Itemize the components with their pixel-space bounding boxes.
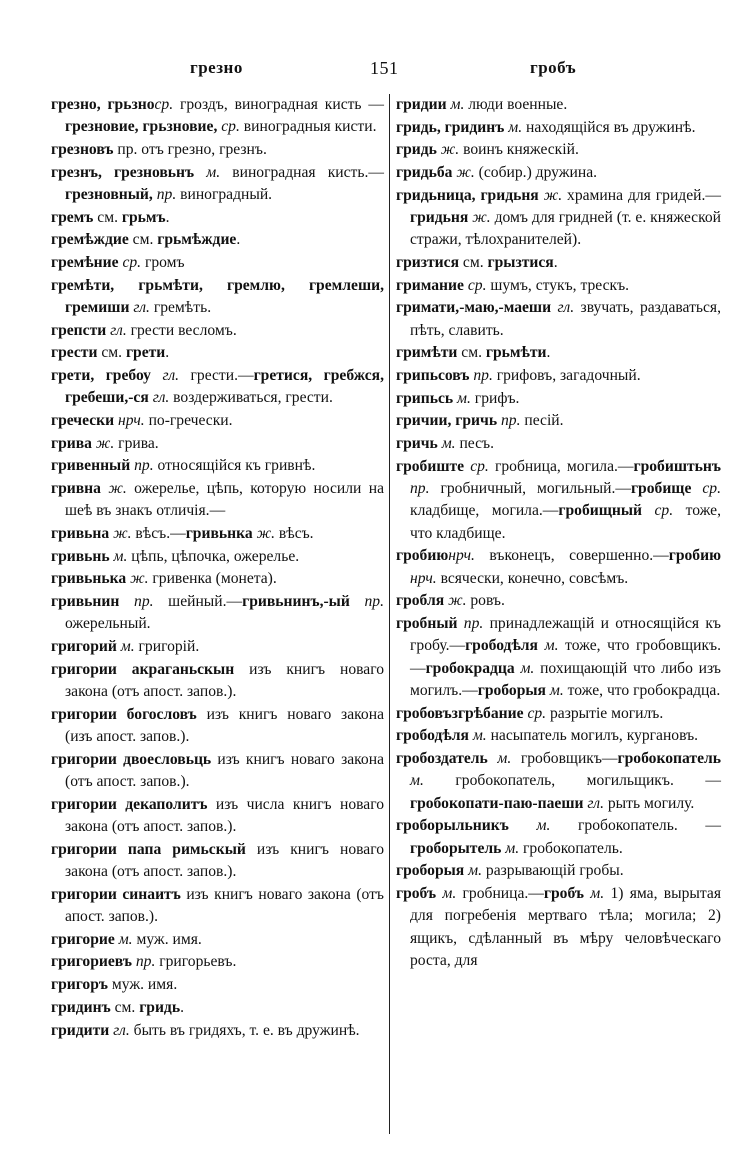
dictionary-entry: гробоздатель м. гробовщикъ—гробокопатель м. гробокопатель, могильщикъ. — гробокопати-паю-паеши гл. рыть могилу. bbox=[396, 750, 721, 812]
page-header bbox=[0, 58, 747, 84]
dictionary-entry: григории папа римьскый изъ книгъ новаго закона (отъ апост. запов.). bbox=[51, 840, 384, 881]
dictionary-entry: грипьсь м. грифъ. bbox=[396, 389, 520, 407]
dictionary-entry: грести см. грети. bbox=[51, 344, 170, 362]
header-right-headword: гробъ bbox=[530, 58, 577, 77]
dictionary-entry: грободѣля м. насыпатель могилъ, кургановъ. bbox=[396, 727, 699, 745]
dictionary-entry: гробиюнрч. въконецъ, совершенно.—гробию нрч. всячески, конечно, совсѣмъ. bbox=[396, 547, 721, 587]
dictionary-entry: гризтися см. грызтися. bbox=[396, 254, 558, 272]
dictionary-entry: григорие м. муж. имя. bbox=[51, 930, 202, 948]
dictionary-entry: гримѣти см. грьмѣти. bbox=[396, 344, 551, 362]
dictionary-entry: грезновъ пр. отъ грезно, грезнъ. bbox=[51, 140, 267, 158]
dictionary-entry: гридьба ж. (собир.) дружина. bbox=[396, 164, 598, 182]
dictionary-entry: гривьнька ж. гривенка (монета). bbox=[51, 570, 277, 588]
dictionary-entry: григориевъ пр. григорьевъ. bbox=[51, 953, 237, 971]
dictionary-entry: грипьсовъ пр. грифовъ, загадочный. bbox=[396, 367, 641, 385]
dictionary-entry: гридь, гридинъ м. находящійся въ дружинѣ. bbox=[396, 118, 696, 136]
dictionary-entry: гричии, гричь пр. песій. bbox=[396, 412, 564, 430]
dictionary-entry: гридинъ см. гридь. bbox=[51, 998, 184, 1016]
dictionary-entry: гремѣти, грьмѣти, гремлю, гремлеши, гремиши гл. гремѣть. bbox=[51, 276, 384, 317]
dictionary-entry: грети, гребоу гл. грести.—гретися, гребжся, гребеши,-ся гл. воздерживаться, грести. bbox=[51, 367, 385, 407]
header-left-headword: грезно bbox=[190, 58, 243, 77]
dictionary-entry: гробовъзгрѣбание ср. разрытіе могилъ. bbox=[396, 704, 664, 722]
dictionary-entry: грезнъ, грезновьнъ м. виноградная кисть.—грезновный, пр. виноградный. bbox=[51, 163, 384, 203]
dictionary-entry: гривьнин пр. шейный.—гривьнинъ,-ый пр. ожерельный. bbox=[51, 593, 384, 633]
dictionary-entry: гривна ж. ожерелье, цѣпь, которую носили на шеѣ въ знакъ отличія.— bbox=[51, 480, 384, 520]
dictionary-entry: григоръ муж. имя. bbox=[51, 976, 178, 994]
dictionary-entry: гридьница, гридьня ж. храмина для гридей.—гридьня ж. домъ для гридней (т. е. княжеской стражи, тѣлохранителей). bbox=[396, 186, 721, 249]
left-column bbox=[51, 94, 384, 1042]
dictionary-entry: гроборыя м. разрывающій гробы. bbox=[396, 862, 624, 880]
dictionary-entry: григории двоесловьць изъ книгъ новаго закона (отъ апост. запов.). bbox=[51, 750, 384, 791]
dictionary-entry: гробля ж. ровъ. bbox=[396, 592, 505, 610]
dictionary-entry: григории акраганьскын изъ книгъ новаго закона (отъ апост. запов.). bbox=[51, 660, 385, 701]
dictionary-entry: грепсти гл. грести весломъ. bbox=[51, 321, 237, 339]
dictionary-entry: гримати,-маю,-маеши гл. звучать, раздаваться, пѣть, славить. bbox=[396, 299, 721, 339]
page-number: 151 bbox=[370, 58, 399, 78]
dictionary-entry: гроборыльникъ м. гробокопатель. — гроборытель м. гробокопатель. bbox=[396, 817, 721, 857]
dictionary-entry: григории синаитъ изъ книгъ новаго закона (отъ апост. запов.). bbox=[51, 885, 384, 926]
dictionary-entry: григории декаполитъ изъ числа книгъ новаго закона (отъ апост. запов.). bbox=[51, 795, 384, 836]
column-divider bbox=[389, 94, 390, 1134]
dictionary-entry: гробиште ср. гробница, могила.—гробиштьнъ пр. гробничный, могильный.—гробище ср. кладбище, могила.—гробищный ср. тоже, что кладбище. bbox=[396, 457, 722, 542]
dictionary-entry: гречески нрч. по-гречески. bbox=[51, 412, 233, 430]
dictionary-entry: грезно, грьзноср. гроздъ, виноградная кисть — грезновие, грьзновие, ср. виноградныя кисти. bbox=[51, 96, 384, 136]
dictionary-entry: гридь ж. воинъ княжескій. bbox=[396, 141, 579, 159]
dictionary-entry: григории богословъ изъ книгъ новаго закона (изъ апост. запов.). bbox=[51, 705, 384, 746]
dictionary-entry: грива ж. грива. bbox=[51, 434, 159, 452]
dictionary-entry: гривьна ж. вѣсъ.—гривьнка ж. вѣсъ. bbox=[51, 525, 314, 543]
dictionary-entry: гробъ м. гробница.—гробъ м. 1) яма, вырытая для погребенія мертваго тѣла; могила; 2) ящикъ, сдѣланный въ мѣру человѣческаго роста, для bbox=[396, 884, 721, 969]
right-column bbox=[396, 94, 721, 973]
dictionary-entry: гремѣждие см. грьмѣждие. bbox=[51, 231, 241, 249]
dictionary-entry: гричь м. песъ. bbox=[396, 435, 494, 453]
dictionary-entry: гридити гл. быть въ гридяхъ, т. е. въ дружинѣ. bbox=[51, 1021, 360, 1039]
dictionary-entry: гробный пр. принадлежащій и относящійся къ гробу.—грободѣля м. тоже, что гробовщикъ.—гробокрадца м. похищающій что либо изъ могилъ.—гроборыя м. тоже, что гробокрадца. bbox=[396, 615, 721, 699]
dictionary-entry: гридии м. люди военные. bbox=[396, 96, 568, 113]
dictionary-entry: гримание ср. шумъ, стукъ, трескъ. bbox=[396, 276, 630, 294]
dictionary-entry: гривенный пр. относящійся къ гривнѣ. bbox=[51, 457, 316, 475]
dictionary-entry: гривьнь м. цѣпь, цѣпочка, ожерелье. bbox=[51, 547, 300, 565]
dictionary-entry: гремѣние ср. громъ bbox=[51, 254, 185, 272]
dictionary-entry: гремъ см. грьмъ. bbox=[51, 208, 170, 226]
dictionary-entry: григорий м. григорій. bbox=[51, 638, 200, 656]
